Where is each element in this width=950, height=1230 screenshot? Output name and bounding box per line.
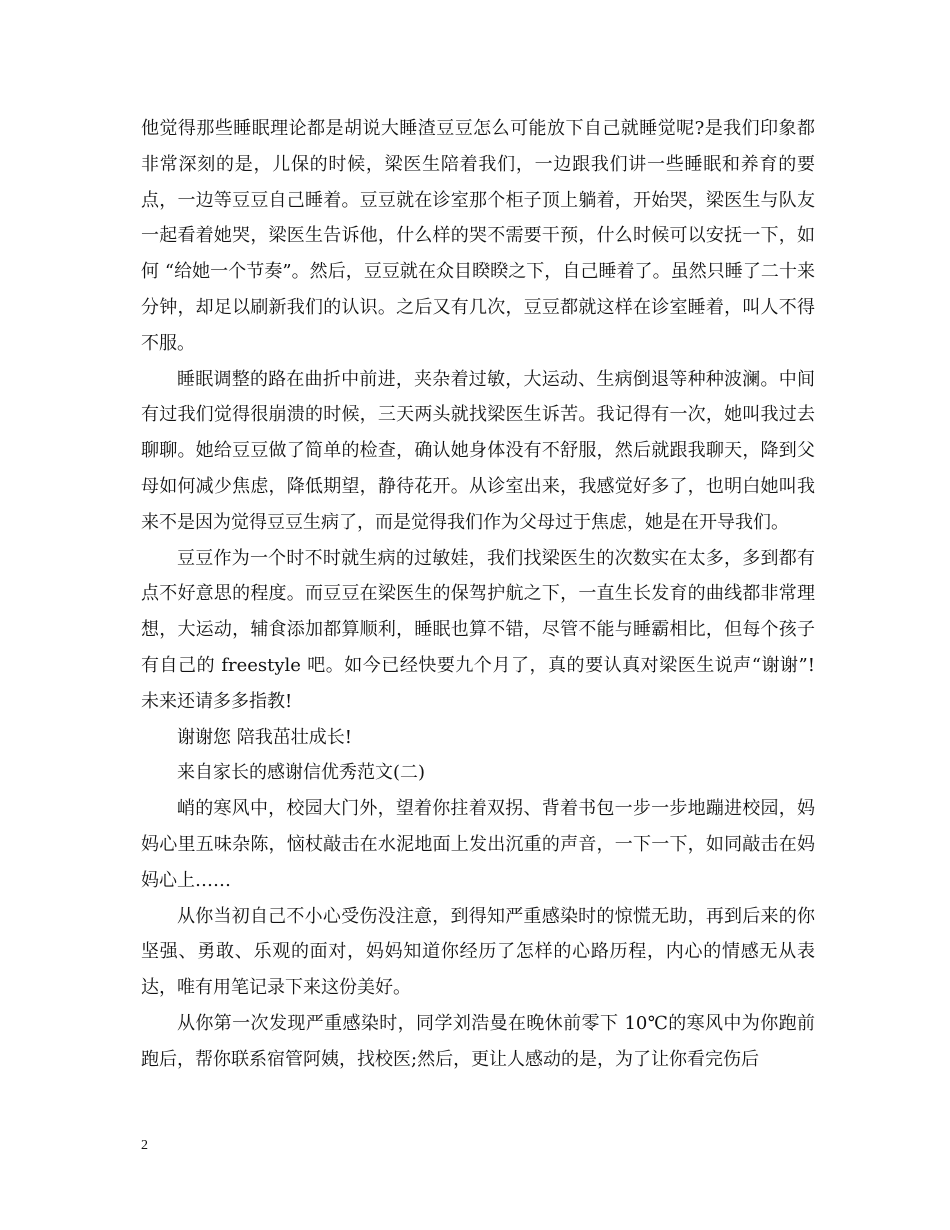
- page-number: 2: [141, 1138, 148, 1153]
- paragraph-3: 豆豆作为一个时不时就生病的过敏娃，我们找梁医生的次数实在太多，多到都有点不好意思的程度。而豆豆在梁医生的保驾护航之下，一直生长发育的曲线都非常理想，大运动，辅食添加都算顺利，睡眠也算不错，尽管不能与睡霸相比，但每个孩子有自己的 freestyle 吧。如今已经快要九个月了，真的要认真对梁医生说声“谢谢”!未来还请多多指教!: [141, 547, 815, 712]
- paragraph-2: 睡眠调整的路在曲折中前进，夹杂着过敏，大运动、生病倒退等种种波澜。中间有过我们觉得很崩溃的时候，三天两头就找梁医生诉苦。我记得有一次，她叫我过去聊聊。她给豆豆做了简单的检查，确认她身体没有不舒服，然后就跟我聊天，降到父母如何减少焦虑，降低期望，静待花开。从诊室出来，我感觉好多了，也明白她叫我来不是因为觉得豆豆生病了，而是觉得我们作为父母过于焦虑，她是在开导我们。: [141, 368, 815, 533]
- paragraph-6: 从你当初自己不小心受伤没注意，到得知严重感染时的惊慌无助，再到后来的你坚强、勇敢、乐观的面对，妈妈知道你经历了怎样的心路历程，内心的情感无从表达，唯有用笔记录下来这份美好。: [141, 905, 815, 999]
- paragraph-5: 峭的寒风中，校园大门外，望着你拄着双拐、背着书包一步一步地蹦进校园，妈妈心里五味杂陈，恼杖敲击在水泥地面上发出沉重的声音，一下一下，如同敲击在妈妈心上……: [141, 798, 815, 891]
- paragraph-4: 谢谢您 陪我茁壮成长!: [177, 726, 352, 748]
- section-heading: 来自家长的感谢信优秀范文(二): [177, 762, 426, 784]
- paragraph-1: 他觉得那些睡眠理论都是胡说大睡渣豆豆怎么可能放下自己就睡觉呢?是我们印象都非常深刻的是，儿保的时候，梁医生陪着我们，一边跟我们讲一些睡眠和养育的要点，一边等豆豆自己睡着。豆豆就在诊室那个柜子顶上躺着，开始哭，梁医生与队友一起看着她哭，梁医生告诉他，什么样的哭不需要干预，什么时候可以安抚一下，如何 “给她一个节奏”。然后，豆豆就在众目睽睽之下，自己睡着了。虽然只睡了二十来分钟，却足以刷新我们的认识。之后又有几次，豆豆都就这样在诊室睡着，叫人不得不服。: [141, 118, 815, 354]
- document-body: [141, 111, 815, 1078]
- paragraph-7: 从你第一次发现严重感染时，同学刘浩曼在晚休前零下 10℃的寒风中为你跑前跑后，帮你联系宿管阿姨，找校医;然后，更让人感动的是，为了让你看完伤后: [141, 1012, 815, 1070]
